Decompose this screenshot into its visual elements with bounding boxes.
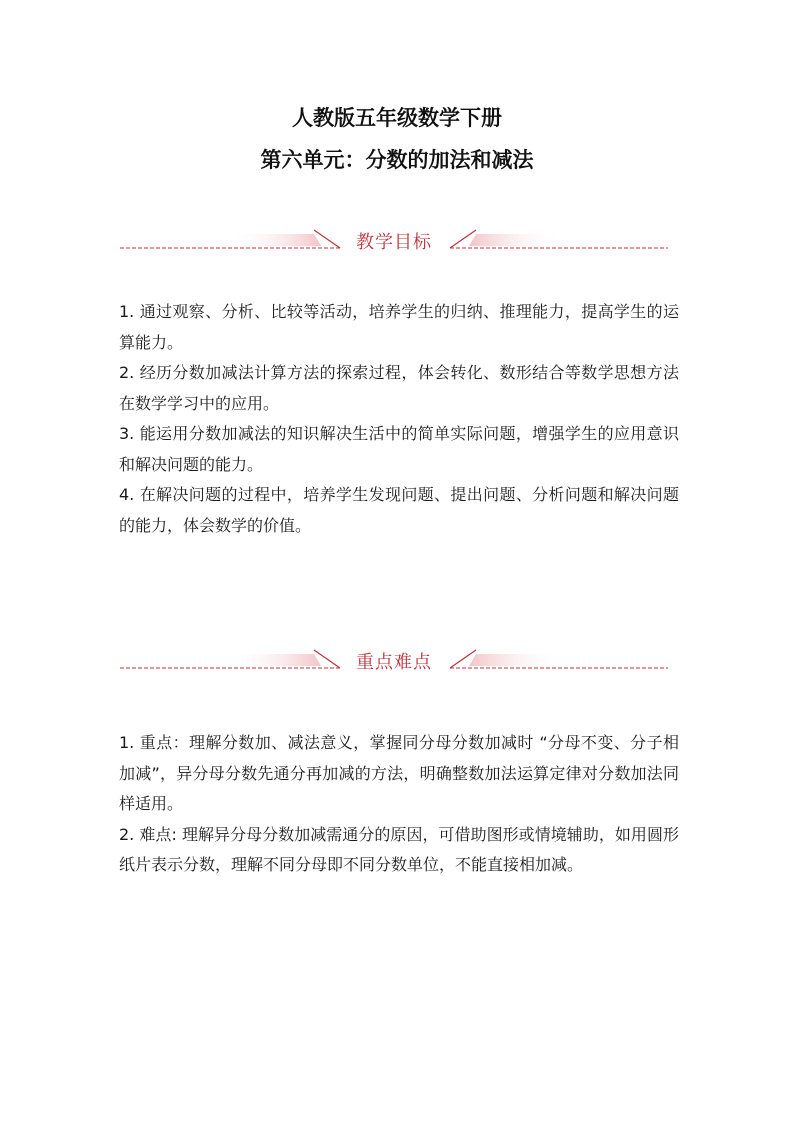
list-item: 1. 通过观察、分析、比较等活动，培养学生的归纳、推理能力，提高学生的运算能力。 bbox=[119, 302, 679, 352]
goals-list bbox=[119, 297, 679, 541]
section-header-keypoints bbox=[118, 646, 670, 682]
list-item: 4. 在解决问题的过程中，培养学生发现问题、提出问题、分析问题和解决问题的能力，体会数学的价值。 bbox=[119, 485, 679, 535]
section-header-goals bbox=[118, 226, 670, 262]
page-subtitle: 第六单元：分数的加法和减法 bbox=[260, 148, 534, 172]
section-title: 教学目标 bbox=[356, 232, 432, 253]
section-title: 重点难点 bbox=[356, 652, 432, 673]
list-item: 1. 重点：理解分数加、减法意义，掌握同分母分数加减时 “分母不变、分子相加减”，异分母分数先通分再加减的方法，明确整数加法运算定律对分数加法同样适用。 bbox=[119, 733, 679, 813]
page-title: 人教版五年级数学下册 bbox=[292, 106, 502, 130]
list-item: 2. 难点: 理解异分母分数加减需通分的原因，可借助图形或情境辅助，如用圆形纸片表示分数，理解不同分母即不同分数单位，不能直接相加减。 bbox=[119, 824, 679, 874]
keypoints-list bbox=[119, 728, 679, 881]
list-item: 2. 经历分数加减法计算方法的探索过程，体会转化、数形结合等数学思想方法在数学学习中的应用。 bbox=[119, 363, 679, 413]
list-item: 3. 能运用分数加减法的知识解决生活中的简单实际问题，增强学生的应用意识和解决问题的能力。 bbox=[119, 424, 679, 474]
